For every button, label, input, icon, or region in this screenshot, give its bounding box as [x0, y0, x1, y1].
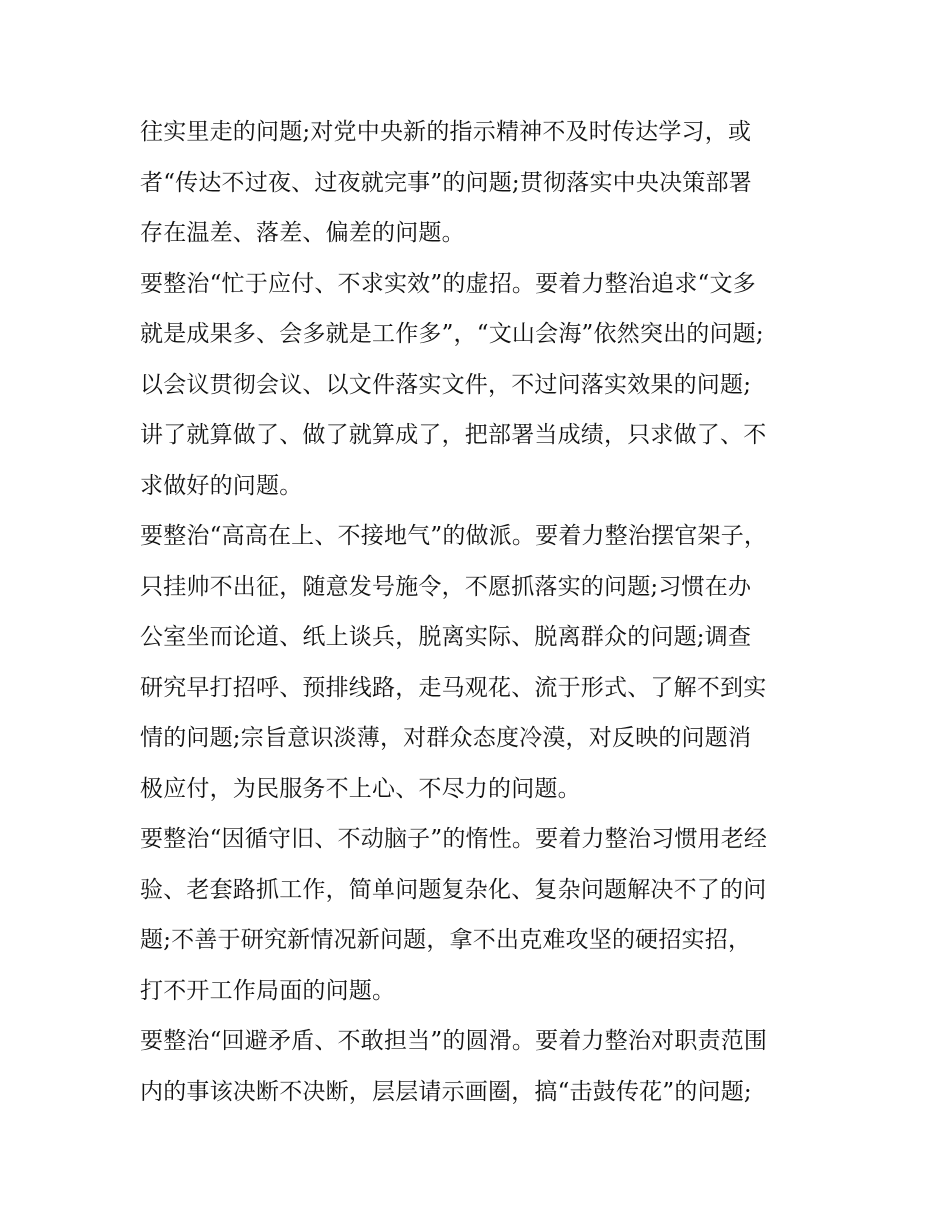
text-line: 存在温差、落差、偏差的问题。	[140, 220, 465, 246]
text-line: 内的事该决断不决断，层层请示画圈，搞“击鼓传花”的问题;	[140, 1078, 752, 1105]
text-line: 验、老套路抓工作，简单问题复杂化、复杂问题解决不了的问	[140, 876, 767, 903]
text-line: 就是成果多、会多就是工作多”，“文山会海”依然突出的问题;	[140, 321, 764, 347]
text-line: 要整治“回避矛盾、不敢担当”的圆滑。要着力整治对职责范围	[140, 1028, 768, 1054]
text-line: 题;不善于研究新情况新问题，拿不出克难攻坚的硬招实招，	[140, 927, 752, 953]
text-line: 求做好的问题。	[140, 472, 303, 499]
text-line: 要整治“因循守旧、不动脑子”的惰性。要着力整治习惯用老经	[140, 826, 768, 852]
text-line: 要整治“高高在上、不接地气”的做派。要着力整治摆官架子，	[140, 523, 768, 549]
text-line: 以会议贯彻会议、以文件落实文件，不过问落实效果的问题;	[140, 371, 752, 398]
text-line: 情的问题;宗旨意识淡薄，对群众态度冷漠，对反映的问题消	[140, 725, 752, 751]
text-line: 讲了就算做了、做了就算成了，把部署当成绩，只求做了、不	[140, 422, 767, 448]
document-body	[140, 107, 820, 1117]
text-line: 极应付，为民服务不上心、不尽力的问题。	[140, 775, 581, 802]
text-line: 研究早打招呼、预排线路，走马观花、流于形式、了解不到实	[140, 674, 767, 701]
text-line: 公室坐而论道、纸上谈兵，脱离实际、脱离群众的问题;调查	[140, 624, 752, 650]
text-line: 要整治“忙于应付、不求实效”的虚招。要着力整治追求“文多	[140, 270, 756, 297]
text-line: 打不开工作局面的问题。	[140, 977, 396, 1004]
text-line: 往实里走的问题;对党中央新的指示精神不及时传达学习，或	[140, 119, 752, 145]
text-line: 只挂帅不出征，随意发号施令，不愿抓落实的问题;习惯在办	[140, 573, 752, 600]
text-line: 者“传达不过夜、过夜就完事”的问题;贯彻落实中央决策部署	[140, 169, 752, 196]
